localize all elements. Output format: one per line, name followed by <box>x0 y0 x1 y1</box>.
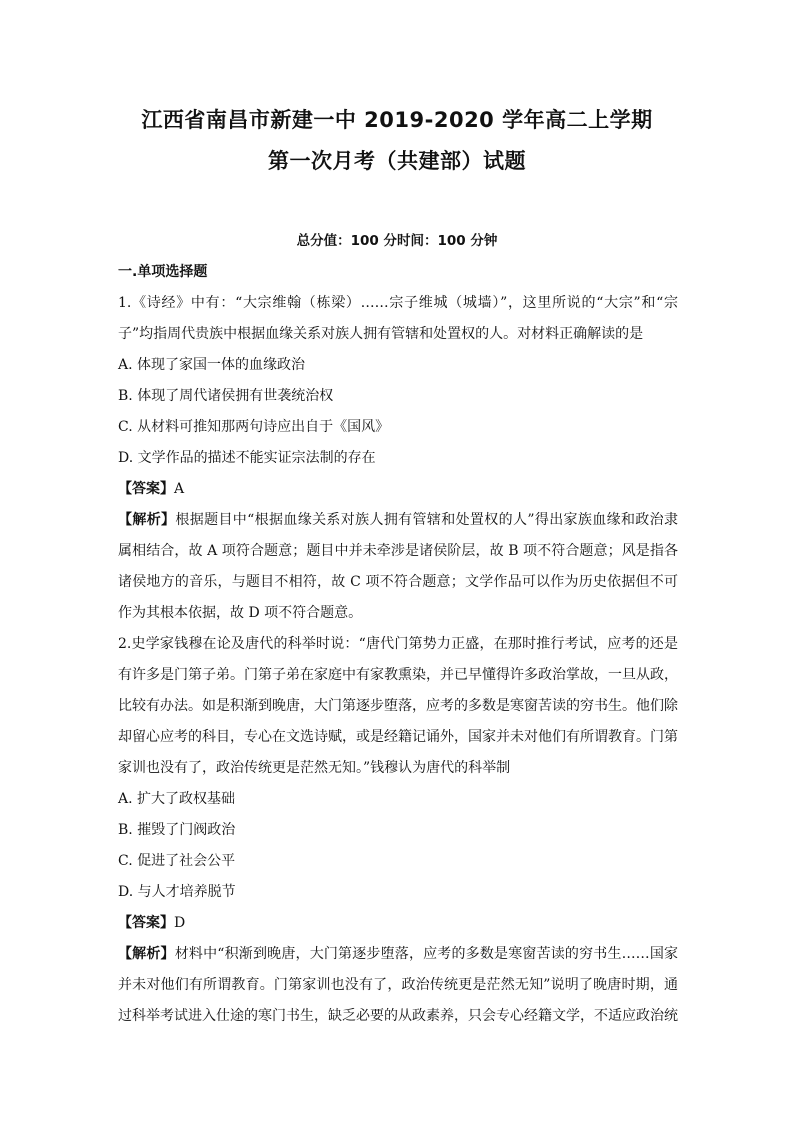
question-2-option-a: A. 扩大了政权基础 <box>118 791 236 807</box>
title-line-2: 第一次月考（共建部）试题 <box>268 149 526 173</box>
analysis-text: 材料中“积渐到晚唐，大门第逐步堕落，应考的多数是寒窗苦读的穷书生……国家并未对他们有所谓教育。门第家训也没有了，政治传统更是茫然无知”说明了晚唐时期，通过科举考试进入仕途的寒门书生，缺乏必要的从政素养，只会专心经籍文学，不适应政治统 <box>118 946 679 1024</box>
question-1-option-d: D. 文学作品的描述不能实证宗法制的存在 <box>118 450 376 466</box>
question-1-option-a: A. 体现了家国一体的血缘政治 <box>118 357 306 373</box>
answer-value: D <box>174 915 186 931</box>
question-2-answer <box>118 908 678 939</box>
answer-value: A <box>174 481 185 497</box>
title-line-1: 江西省南昌市新建一中 2019-2020 学年高二上学期 <box>141 108 653 132</box>
answer-tag: 【答案】 <box>118 915 174 931</box>
exam-meta: 总分值：100 分时间：100 分钟 <box>296 233 498 249</box>
question-2-stem: 2.史学家钱穆在论及唐代的科举时说：“唐代门第势力正盛，在那时推行考试，应考的还是有许多是门第子弟。门第子弟在家庭中有家教熏染，并已早懂得许多政治掌故，一旦从政，比较有办法。如是积渐到晚唐，大门第逐步堕落，应考的多数是寒窗苦读的穷书生。他们除却留心应考的科目，专心在文选诗赋，或是经籍记诵外，国家并未对他们有所谓教育。门第家训也没有了，政治传统更是茫然无知。”钱穆认为唐代的科举制 <box>118 636 678 776</box>
question-2-option-d: D. 与人才培养脱节 <box>118 884 236 900</box>
question-1-option-c: C. 从材料可推知那两句诗应出自于《国风》 <box>118 419 390 435</box>
question-1-answer <box>118 474 678 505</box>
section-heading: 一.单项选择题 <box>118 264 208 280</box>
question-2-option-c: C. 促进了社会公平 <box>118 853 236 869</box>
document-body <box>118 257 678 1032</box>
analysis-tag: 【解析】 <box>118 512 176 528</box>
analysis-text: 根据题目中“根据血缘关系对族人拥有管辖和处置权的人”得出家族血缘和政治隶属相结合，故 A 项符合题意；题目中并未牵涉是诸侯阶层，故 B 项不符合题意；风是指各诸侯地方的音乐，与题目不相符，故 C 项不符合题意；文学作品可以作为历史依据但不可作为其根本依据，故 D 项不符合题意。 <box>118 512 679 621</box>
question-2-option-b: B. 摧毁了门阀政治 <box>118 822 236 838</box>
question-1-option-b: B. 体现了周代诸侯拥有世袭统治权 <box>118 388 334 404</box>
question-1-stem: 1.《诗经》中有：“大宗维翰（栋梁）……宗子维城（城墙）”，这里所说的“大宗”和“宗子”均指周代贵族中根据血缘关系对族人拥有管辖和处置权的人。对材料正确解读的是 <box>118 295 678 342</box>
analysis-tag: 【解析】 <box>118 946 175 962</box>
question-1-analysis <box>118 505 678 629</box>
question-2-analysis <box>118 939 678 1032</box>
answer-tag: 【答案】 <box>118 481 174 497</box>
